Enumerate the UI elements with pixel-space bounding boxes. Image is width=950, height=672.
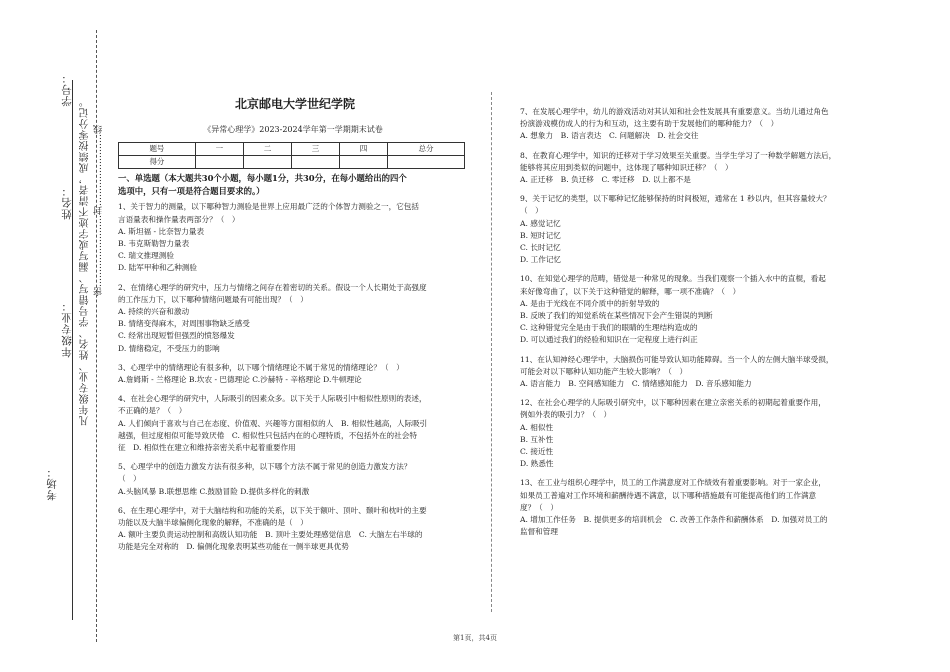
question-line: 12、在社会心理学的人际吸引研究中，以下哪种因素在建立亲密关系的初期起着重要作用， [520,398,826,408]
answer-option: C. 经常出现短暂但强烈的愤怒爆发 [118,331,235,341]
seal-dashed-line [96,30,97,642]
answer-option: A.詹姆斯 - 兰格理论 B.坎农 - 巴德理论 C.沙赫特 - 辛格理论 D.牛顿理论 [118,375,362,385]
question-line: 6、在生理心理学中，对于大脑结构和功能的关系，以下关于额叶、顶叶、颞叶和枕叶的主要 [118,505,427,515]
binding-notice: 凡年级专业、姓名、学号错写、漏写或字迹不清者，成绩按零分记。 [80,96,91,426]
answer-option: D. 可以通过我们的经验和知识在一定程度上进行纠正 [520,335,698,345]
answer-option: A. 相似性 [520,422,554,432]
question-line: A. 想象力 B. 语言表达 C. 问题解决 D. 社会交往 [520,131,699,141]
answer-option: D. 工作记忆 [520,255,562,265]
name-label: 姓名： [61,185,73,220]
question-line: A. 额叶主要负责运动控制和高级认知功能 B. 顶叶主要处理感觉信息 C. 大脑左右半球的 [118,530,423,540]
question-line: 例如外表的吸引力？（ ） [520,410,612,420]
question-line: 能够将其应用到类似的问题中，这体现了哪种知识迁移？（ ） [520,162,733,172]
score-cell: 得分 [119,156,196,169]
answer-option: A. 斯坦福 - 比奈智力量表 [118,226,205,236]
score-entry-cell [388,156,465,169]
student-id-label: 学号： [61,72,73,107]
answer-option: C. 长时记忆 [520,243,561,253]
binding-margin [0,0,110,672]
school-title: 北京邮电大学世纪学院 [234,97,355,111]
answer-option: C. 这种错觉完全是由于我们的眼睛的生理结构造成的 [520,323,698,333]
question-line: 3、心理学中的情绪理论有很多种，以下哪个情绪理论不属于常见的情绪理论？（ ） [118,362,404,372]
question-line: 度？（ ） [520,502,558,512]
answer-option: C. 接近性 [520,447,554,457]
answer-option: A. 是由于光线在不同介质中的折射导致的 [520,298,660,308]
question-line: 越强，但过度相似可能导致厌倦 C. 相似性只包括内在的心理特质，不包括外在的社会特 [118,430,417,440]
score-cell: 四 [340,143,388,156]
score-cell: 三 [291,143,339,156]
question-block [118,505,468,554]
score-entry-cell [195,156,243,169]
question-line: 可能会对以下哪种认知功能产生较大影响？（ ） [520,366,688,376]
question-line: A. 增加工作任务 B. 提供更多的培训机会 C. 改善工作条件和薪酬体系 D. 加强对员工的 [520,515,828,525]
question-line: A. 人们倾向于喜欢与自己在态度、价值观、兴趣等方面相似的人 B. 相似性越高，人际吸引 [118,418,428,428]
score-cell: 一 [195,143,243,156]
answer-option: D. 情绪稳定，不受压力的影响 [118,343,220,353]
question-line: A.头脑风暴 B.联想思维 C.鼓励冒险 D.提供多样化的刺激 [118,486,310,496]
question-line: 8、在教育心理学中，知识的迁移对于学习效果至关重要。当学生学习了一种数学解题方法后， [520,150,837,160]
question-block [118,282,468,355]
answer-option: A. 持续的兴奋和激动 [118,307,190,317]
question-block [520,273,872,346]
question-line: 言语量表和操作量表两部分？（ ） [118,214,240,224]
question-line: （ ） [118,474,141,484]
question-line: A. 语言能力 B. 空间感知能力 C. 情绪感知能力 D. 音乐感知能力 [520,379,752,389]
question-line: 4、在社会心理学的研究中，人际吸引的因素众多。以下关于人际吸引中相似性原则的表述， [118,394,427,404]
question-line: 2、在情绪心理学的研究中，压力与情绪之间存在着密切的关系。假设一个人长期处于高强度 [118,282,427,292]
score-table-row [119,156,465,169]
answer-option: B. 短时记忆 [520,230,561,240]
question-block [520,193,872,266]
question-block [520,477,872,538]
question-line: 不正确的是？（ ） [118,406,187,416]
page-footer: 第1页，共4页 [453,634,497,642]
answer-option: B. 互补性 [520,434,554,444]
question-line: 10、在知觉心理学的范畴，错觉是一种常见的现象。当我们观察一个插入水中的直棍，看起 [520,274,826,284]
answer-option: B. 情绪变得麻木，对周围事物缺乏感受 [118,319,250,329]
question-block [118,393,468,454]
answer-option: D. 陆军甲种和乙种测验 [118,263,197,273]
seal-line-text: 密……………………封……………………线 [94,125,104,296]
score-entry-cell [291,156,339,169]
answer-option: D. 熟悉性 [520,459,554,469]
exam-title: 《异常心理学》2023-2024学年第一学期期末试卷 [203,125,383,134]
question-line: 7、在发展心理学中，幼儿的游戏活动对其认知和社会性发展具有重要意义。当幼儿通过角色 [520,107,829,116]
left-column [118,96,468,554]
question-line: 监督和管理 [520,527,558,537]
score-table [118,142,465,169]
section-heading-line: 选项中，只有一项是符合题目要求的。） [118,186,265,197]
question-line: 1、关于智力的测量，以下哪种智力测验是世界上应用最广泛的个体智力测验之一，它包括 [118,202,419,212]
question-line: 功能是完全对称的 D. 偏侧化现象表明某些功能在一侧半球更具优势 [118,542,349,552]
column-divider [491,92,492,612]
question-line: 征 D. 相似性在建立和维持亲密关系中起着重要作用 [118,443,296,453]
right-question-list [520,106,872,539]
question-block [520,354,872,391]
grade-major-label: 年级专业： [61,300,73,358]
question-block [520,397,872,470]
question-line: （ ） [520,206,543,216]
score-cell: 题号 [119,143,196,156]
left-question-list [118,201,468,553]
question-block [118,201,468,274]
answer-option: A. 感觉记忆 [520,218,561,228]
answer-option: B. 反映了我们的知觉系统在某些情况下会产生错误的判断 [520,311,713,321]
question-line: 11、在认知神经心理学中，大脑损伤可能导致认知功能障碍。当一个人的左侧大脑半球受损， [520,354,834,364]
score-entry-cell [340,156,388,169]
question-line: A. 正迁移 B. 负迁移 C. 零迁移 D. 以上都不是 [520,175,691,185]
score-cell: 总分 [388,143,465,156]
answer-option: C. 瑞文推理测验 [118,251,174,261]
right-column [520,103,872,539]
question-line: 9、关于记忆的类型，以下哪种记忆能够保持的时间极短，通常在 1 秒以内，但其容量较大？ [520,194,831,204]
question-line: 扮演游戏模仿成人的行为和互动，这主要有助于发展他们的哪种能力？（ ） [520,119,779,129]
score-table-row [119,143,465,156]
question-line: 如果员工普遍对工作环境和薪酬待遇不满意，以下哪种措施最有可能提高他们的工作满意 [520,490,817,500]
answer-option: B. 韦克斯勒智力量表 [118,239,190,249]
question-line: 来好像弯曲了，以下关于这种错觉的解释，哪一项不准确？（ ） [520,286,741,296]
question-line: 13、在工业与组织心理学中，员工的工作满意度对工作绩效有着重要影响。对于一家企业， [520,478,826,488]
question-block [520,106,872,143]
score-cell: 二 [243,143,291,156]
section-heading [118,172,468,198]
section-heading-line: 一、单选题（本大题共30个小题，每小题1分，共30分，在每小题给出的四个 [118,173,407,184]
question-line: 的工作压力下，以下哪种情绪问题最有可能出现？（ ） [118,294,308,304]
question-line: 5、心理学中的创造力激发方法有很多种，以下哪个方法不属于常见的创造力激发方法？ [118,462,412,472]
question-line: 功能以及大脑半球偏侧化现象的解释，不准确的是（ ） [118,518,308,528]
question-block [520,150,872,187]
question-block [118,461,468,498]
binding-rule [72,80,73,620]
score-entry-cell [243,156,291,169]
exam-room-label: 考场： [46,466,58,501]
question-block [118,362,468,386]
